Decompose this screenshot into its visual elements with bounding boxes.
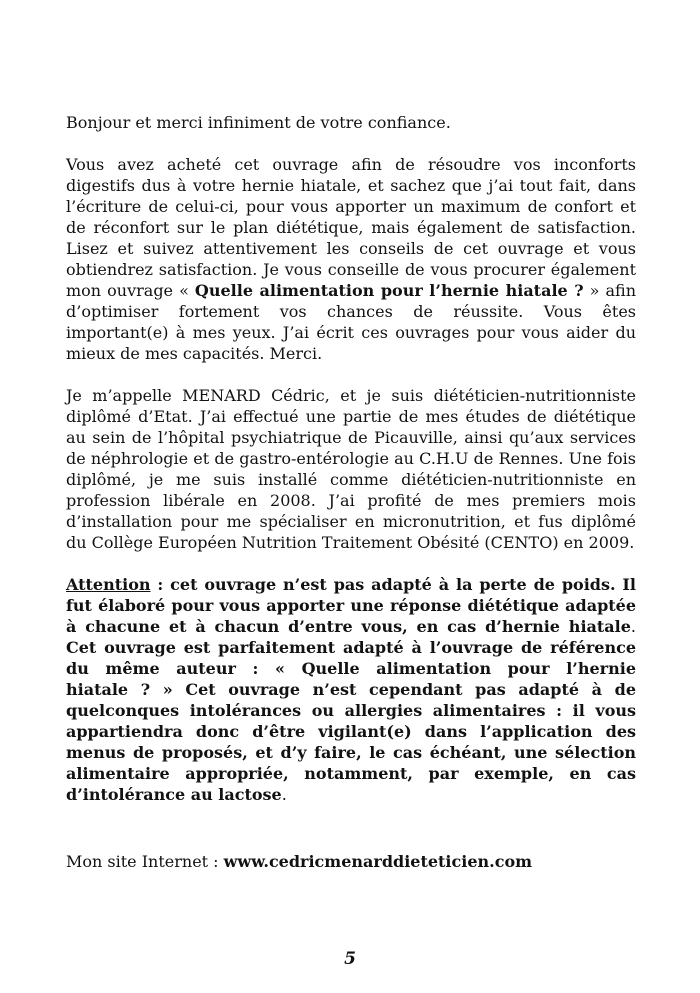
intro-paragraph [66,154,636,364]
page-number: 5 [344,949,356,969]
text-segment: Je m’appelle MENARD Cédric, et je suis diététicien-nutritionniste diplômé d’Etat. J’ai effectué une partie de mes études de diététique au sein de l’hôpital psychiatrique de Picauville, ainsi qu’aux services de néphrologie et de gastro-entérologie au C.H.U de Rennes. Une fois diplômé, je me suis installé comme diététicien-nutritionniste en profession libérale en 2008. J’ai profité de mes premiers mois d’installation pour me spécialiser en micronutrition, et fus diplômé du Collège Européen Nutrition Traitement Obésité (CENTO) en 2009. [66,386,636,552]
text-segment: . [281,785,287,804]
text-segment: Mon site Internet : [66,852,224,871]
bio-paragraph [66,385,636,553]
book-title-reference: Quelle alimentation pour l’hernie hiatale ? [194,281,584,300]
warning-label: Attention [66,575,151,594]
website-paragraph [66,851,636,872]
text-segment: » afin d’optimiser fortement vos chances de réussite. Vous êtes important(e) à mes yeux. J’ai écrit ces ouvrages pour vous aider du mieux de mes capacités. Merci. [66,281,637,363]
warning-paragraph [66,574,636,805]
text-segment: Vous avez acheté cet ouvrage afin de résoudre vos inconforts digestifs dus à votre hernie hiatale, et sachez que j’ai tout fait, dans l’écriture de celui-ci, pour vous apporter un maximum de confort et de réconfort sur le plan diététique, mais également de satisfaction. Lisez et suivez attentivement les conseils de cet ouvrage et vous obtiendrez satisfaction. Je vous conseille de vous procurer également mon ouvrage « [66,155,636,300]
text-segment: . [630,617,636,636]
text-segment: Cet ouvrage est parfaitement adapté à l’ouvrage de référence du même auteur : « Quelle alimentation pour l’hernie hiatale ? » Cet ouvrage n’est cependant pas adapté à de quelconques intolérances ou allergies alimentaires : il vous appartiendra donc d’être vigilant(e) dans l’application des menus de proposés, et d’y faire, le cas échéant, une sélection alimentaire appropriée, notamment, par exemple, en cas d’intolérance au lactose [66,638,636,804]
greeting-paragraph [66,112,636,133]
text-segment: : cet ouvrage n’est pas adapté à la perte de poids. Il fut élaboré pour vous apporter une réponse diététique adaptée à chacune et à chacun d’entre vous, en cas d’hernie hiatale [66,575,636,636]
website-url: www.cedricmenarddieteticien.com [223,852,533,871]
page-content [66,112,636,893]
text-segment: Bonjour et merci infiniment de votre confiance. [66,113,451,132]
